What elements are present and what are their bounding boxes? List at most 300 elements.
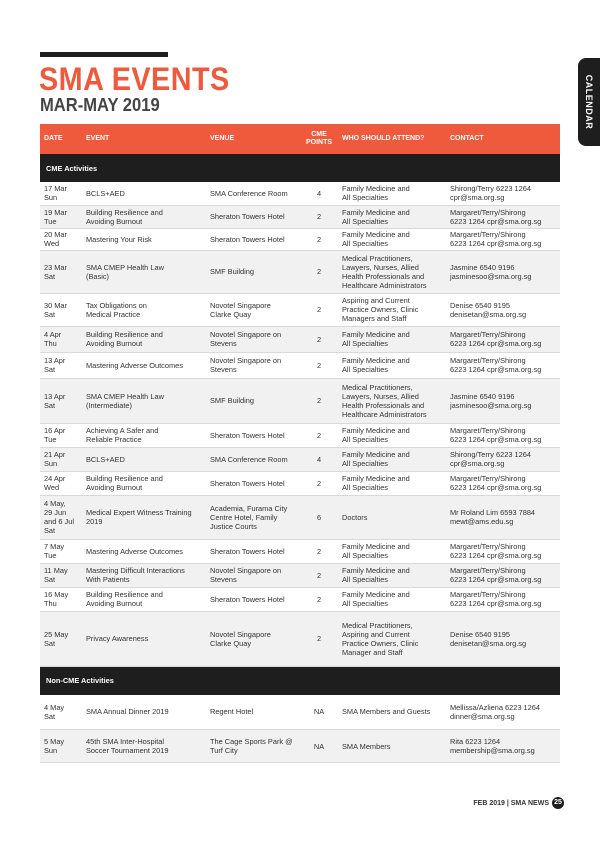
cell-line: Mr Roland Lim 6593 7884 [450,508,536,517]
cell-line: 6223 1264 cpr@sma.org.sg [450,435,542,444]
cell-line: Family Medicine and [342,207,410,217]
cell-date [40,539,82,563]
cell-line: 6223 1264 cpr@sma.org.sg [450,599,542,608]
cell-line: Building Resilience and [86,474,163,483]
cell-contact [446,730,560,763]
cell-event [82,228,206,250]
cell-line: 6223 1264 cpr@sma.org.sg [450,575,542,584]
cell-venue [206,378,300,423]
cell-contact [446,611,560,666]
cell-venue [206,228,300,250]
cell-line: Sat [44,638,56,648]
cell-line: Health Professionals and [342,271,425,281]
cell-line: jasminesoo@sma.org.sg [450,271,532,281]
cell-line: Healthcare Administrators [342,280,427,290]
cell-line: 25 May [44,629,69,639]
cell-cme: NA [300,730,338,763]
cell-line: Rita 6223 1264 [450,737,501,746]
cell-venue [206,423,300,447]
cell-venue [206,495,300,539]
cell-line: 16 Apr [44,426,66,435]
cell-line: 6223 1264 cpr@sma.org.sg [450,339,542,348]
table-row [40,495,560,539]
cell-line: Sheraton Towers Hotel [210,212,285,221]
cell-line: Managers and Staff [342,314,407,323]
cell-venue [206,587,300,611]
cell-line: Family Medicine and [342,474,410,483]
cell-line: Mastering Your Risk [86,234,152,244]
page-title: SMA EVENTS [39,61,230,97]
cell-line: Healthcare Administrators [342,409,427,419]
cell-line: 4 Apr [44,330,62,339]
col-header-venue: VENUE [206,124,300,154]
cell-line: Privacy Awareness [86,634,149,643]
cell-line: Family Medicine and [342,426,410,435]
cell-line: Family Medicine and [342,566,410,575]
cell-contact [446,471,560,495]
cell-line: mewt@ams.edu.sg [450,517,514,526]
cell-line: Medical Expert Witness Training [86,508,192,517]
cell-line: Family Medicine and [342,330,410,339]
cell-venue [206,471,300,495]
cell-venue [206,695,300,730]
cell-line: Thu [44,339,57,348]
cell-cme: 2 [300,293,338,326]
cell-line: Sat [44,711,56,721]
cell-line: Family Medicine and [342,356,410,365]
cell-line: Sheraton Towers Hotel [210,234,285,244]
cell-date [40,352,82,378]
cell-date [40,378,82,423]
cell-line: SMA Conference Room [210,188,288,198]
cell-line: Sheraton Towers Hotel [210,594,285,604]
cell-cme: 2 [300,563,338,587]
cell-line: Shirong/Terry 6223 1264 [450,184,531,194]
cell-venue [206,205,300,228]
cell-line: All Specialties [342,193,389,203]
cell-line: Mastering Adverse Outcomes [86,360,183,370]
cell-event [82,539,206,563]
cell-line: Family Medicine and [342,590,410,599]
cell-line: Denise 6540 9195 [450,300,510,310]
cell-contact [446,228,560,250]
cell-line: jasminesoo@sma.org.sg [450,400,532,410]
cell-line: All Specialties [342,599,389,608]
cell-date [40,326,82,352]
cell-line: Manager and Staff [342,647,403,657]
table-row [40,293,560,326]
cell-line: Margaret/Terry/Shirong [450,474,526,483]
cell-event [82,587,206,611]
cell-attend [338,326,446,352]
cell-line: Avoiding Burnout [86,599,143,608]
cell-line: 21 Apr [44,450,66,459]
cell-event [82,730,206,763]
cell-line: 23 Mar [44,262,68,272]
cell-line: 6223 1264 cpr@sma.org.sg [450,365,542,374]
cell-venue [206,293,300,326]
cell-attend [338,495,446,539]
cell-line: Centre Hotel, Family [210,512,278,522]
cell-attend [338,228,446,250]
cell-line: Jasmine 6540 9196 [450,391,515,401]
cell-event [82,495,206,539]
cell-contact [446,326,560,352]
cell-cme: 2 [300,250,338,293]
cell-line: Achieving A Safer and [86,426,159,435]
cell-line: Family Medicine and [342,542,410,551]
footer-text: FEB 2019 | SMA NEWS [473,799,549,807]
cell-line: SMA Members [342,741,391,751]
cell-line: Margaret/Terry/Shirong [450,542,526,551]
cell-cme: 2 [300,205,338,228]
section-label: CME Activities [40,154,560,182]
cell-line: Margaret/Terry/Shirong [450,356,526,365]
cell-line: Health Professionals and [342,400,425,410]
cell-line: Building Resilience and [86,330,163,339]
cell-line: denisetan@sma.org.sg [450,638,527,648]
cell-line: Academia, Furama City [210,503,288,513]
cell-contact [446,423,560,447]
cell-line: Mastering Adverse Outcomes [86,546,183,556]
cell-cme: 2 [300,423,338,447]
table-row [40,182,560,205]
cell-line: Novotel Singapore on [210,356,282,365]
cell-line: BCLS+AED [86,188,125,198]
cell-line: Sat [44,271,56,281]
cell-line: Sun [44,459,58,468]
cell-line: Wed [44,483,60,492]
cell-line: SMF Building [210,396,254,405]
cell-date [40,730,82,763]
cell-contact [446,352,560,378]
cell-line: Sheraton Towers Hotel [210,478,285,488]
cell-line: All Specialties [342,483,389,492]
cell-line: (Intermediate) [86,400,133,410]
cell-contact [446,250,560,293]
cell-line: Wed [44,239,60,248]
cell-line: Aspiring and Current [342,296,410,305]
cell-cme: 2 [300,326,338,352]
cell-event [82,182,206,205]
cell-line: Novotel Singapore on [210,330,282,339]
cell-cme: 2 [300,352,338,378]
cell-line: All Specialties [342,435,389,444]
table-row [40,423,560,447]
cell-attend [338,539,446,563]
cell-line: Sat [44,309,56,319]
cell-attend [338,293,446,326]
cell-line: Novotel Singapore on [210,566,282,575]
cell-line: Lawyers, Nurses, Allied [342,262,419,272]
cell-line: 5 May [44,737,65,746]
cell-venue [206,352,300,378]
cell-line: 6223 1264 cpr@sma.org.sg [450,239,542,248]
cell-contact [446,495,560,539]
cell-cme: NA [300,695,338,730]
cell-event [82,205,206,228]
cell-event [82,352,206,378]
table-row [40,730,560,763]
cell-line: Reliable Practice [86,435,142,444]
cell-line: Avoiding Burnout [86,483,143,492]
cell-attend [338,563,446,587]
cell-line: Margaret/Terry/Shirong [450,330,526,339]
cell-line: Avoiding Burnout [86,216,143,226]
cell-event [82,611,206,666]
cell-date [40,250,82,293]
events-table [40,124,560,763]
cell-line: Doctors [342,512,368,522]
cell-venue [206,563,300,587]
cell-line: Novotel Singapore [210,300,271,310]
cell-line: Practice Owners, Clinic [342,638,419,648]
cell-line: Margaret/Terry/Shirong [450,590,526,599]
cell-line: Clarke Quay [210,309,252,319]
cell-line: Family Medicine and [342,184,410,194]
cell-line: Medical Practice [86,309,141,319]
cell-line: 13 Apr [44,391,66,401]
cell-line: Thu [44,599,57,608]
cell-line: Novotel Singapore [210,629,271,639]
cell-line: Family Medicine and [342,230,410,239]
cell-venue [206,730,300,763]
section-label: Non-CME Activities [40,666,560,695]
table-row [40,228,560,250]
cell-venue [206,447,300,471]
cell-line: Regent Hotel [210,707,254,717]
cell-line: 11 May [44,566,68,575]
cell-line: SMA CMEP Health Law [86,391,164,401]
cell-line: All Specialties [342,339,389,348]
calendar-side-tab [578,58,600,146]
table-row [40,695,560,730]
cell-line: Clarke Quay [210,638,252,648]
cell-cme: 2 [300,611,338,666]
col-header-attend: WHO SHOULD ATTEND? [338,124,446,154]
events-table-body [40,154,560,763]
cell-event [82,695,206,730]
cell-line: Stevens [210,365,237,374]
cell-contact [446,539,560,563]
cell-event [82,423,206,447]
cell-line: cpr@sma.org.sg [450,459,505,468]
cell-line: Stevens [210,575,237,584]
col-header-cme-points: CME POINTS [300,124,338,154]
cell-line: Margaret/Terry/Shirong [450,207,526,217]
page-number: 25 [552,797,564,809]
cell-attend [338,378,446,423]
cell-line: Mellissa/Azliena 6223 1264 [450,702,540,712]
cell-date [40,587,82,611]
table-row [40,471,560,495]
table-row [40,205,560,228]
cell-attend [338,695,446,730]
cell-line: denisetan@sma.org.sg [450,309,527,319]
cell-line: Mastering Difficult Interactions [86,566,185,575]
cell-attend [338,730,446,763]
cell-line: Margaret/Terry/Shirong [450,426,526,435]
cell-line: 6223 1264 cpr@sma.org.sg [450,216,542,226]
cell-attend [338,447,446,471]
cell-line: Sat [44,526,56,535]
cell-date [40,293,82,326]
cell-event [82,563,206,587]
cell-line: and 6 Jul [44,517,74,526]
cell-event [82,326,206,352]
cell-cme: 2 [300,378,338,423]
cell-line: With Patients [86,575,130,584]
cell-line: Jasmine 6540 9196 [450,262,515,272]
cell-line: Medical Practitioners, [342,620,413,630]
cell-line: (Basic) [86,271,109,281]
cell-attend [338,250,446,293]
col-header-contact: CONTACT [446,124,560,154]
cell-line: Family Medicine and [342,450,410,459]
header-accent-bar [40,52,168,57]
cell-line: Medical Practitioners, [342,253,413,263]
cell-line: Sun [44,193,58,203]
cell-venue [206,539,300,563]
cell-contact [446,378,560,423]
cell-line: Sat [44,575,56,584]
cell-line: Sat [44,365,56,374]
cell-line: 6223 1264 cpr@sma.org.sg [450,483,542,492]
cell-contact [446,587,560,611]
cell-line: SMA Annual Dinner 2019 [86,707,169,717]
section-header-row [40,154,560,182]
cell-line: Soccer Tournament 2019 [86,746,169,755]
cell-line: 7 May [44,542,65,551]
cell-contact [446,182,560,205]
cell-line: All Specialties [342,365,389,374]
cell-line: Aspiring and Current [342,629,410,639]
cell-line: Tue [44,435,57,444]
table-row [40,250,560,293]
cell-date [40,611,82,666]
cell-contact [446,205,560,228]
cell-cme: 2 [300,539,338,563]
cell-line: The Cage Sports Park @ [210,737,293,746]
cell-cme: 2 [300,587,338,611]
cell-line: 6223 1264 cpr@sma.org.sg [450,551,542,560]
cell-line: 13 Apr [44,356,66,365]
cell-attend [338,423,446,447]
cell-attend [338,471,446,495]
cell-event [82,293,206,326]
cell-venue [206,611,300,666]
cell-date [40,563,82,587]
cell-line: Turf City [210,746,238,755]
table-row [40,447,560,471]
cell-line: All Specialties [342,459,389,468]
cell-attend [338,587,446,611]
cell-line: dinner@sma.org.sg [450,711,515,721]
cell-line: Practice Owners, Clinic [342,305,419,314]
cell-line: Margaret/Terry/Shirong [450,566,526,575]
cell-line: 24 Apr [44,474,66,483]
cell-line: Sheraton Towers Hotel [210,430,285,440]
cell-line: 2019 [86,517,103,526]
cell-attend [338,182,446,205]
cell-line: Tax Obligations on [86,300,147,310]
cell-date [40,695,82,730]
cell-line: 4 May [44,702,65,712]
cell-line: Tue [44,551,57,560]
cell-venue [206,182,300,205]
cell-date [40,471,82,495]
cell-line: Avoiding Burnout [86,339,143,348]
cell-line: SMF Building [210,267,254,276]
table-row [40,587,560,611]
table-row [40,352,560,378]
col-header-event: EVENT [82,124,206,154]
cell-line: 17 Mar [44,184,68,194]
page-subtitle: MAR-MAY 2019 [40,95,160,115]
cell-event [82,471,206,495]
cell-date [40,447,82,471]
cell-line: Building Resilience and [86,207,163,217]
cell-line: Building Resilience and [86,590,163,599]
cell-line: Sheraton Towers Hotel [210,546,285,556]
cell-contact [446,563,560,587]
cell-line: Tue [44,216,57,226]
cell-line: 29 Jun [44,508,67,517]
cell-contact [446,447,560,471]
cell-cme: 2 [300,471,338,495]
section-header-row [40,666,560,695]
cell-venue [206,250,300,293]
cell-line: 19 Mar [44,207,68,217]
cell-line: All Specialties [342,216,389,226]
cell-attend [338,205,446,228]
cell-contact [446,695,560,730]
cell-date [40,205,82,228]
cell-line: cpr@sma.org.sg [450,193,505,203]
cell-date [40,495,82,539]
cell-line: All Specialties [342,239,389,248]
cell-line: 45th SMA Inter-Hospital [86,737,165,746]
cell-contact [446,293,560,326]
cell-line: 20 Mar [44,230,68,239]
col-header-date: DATE [40,124,82,154]
side-tab-label: CALENDAR [584,74,594,130]
cell-line: Justice Courts [210,521,257,531]
table-header-row [40,124,560,154]
table-row [40,611,560,666]
cell-line: SMA Conference Room [210,454,288,464]
cell-line: All Specialties [342,575,389,584]
cell-attend [338,611,446,666]
cell-date [40,228,82,250]
cell-cme: 6 [300,495,338,539]
cell-line: Sat [44,400,56,410]
page-footer [473,797,564,809]
cell-date [40,182,82,205]
cell-line: Medical Practitioners, [342,382,413,392]
cell-cme: 4 [300,182,338,205]
cell-attend [338,352,446,378]
cell-event [82,378,206,423]
cell-line: Stevens [210,339,237,348]
cell-line: 30 Mar [44,300,68,310]
cell-event [82,447,206,471]
cell-event [82,250,206,293]
cell-line: Sun [44,746,58,755]
cell-cme: 4 [300,447,338,471]
cell-date [40,423,82,447]
table-row [40,378,560,423]
